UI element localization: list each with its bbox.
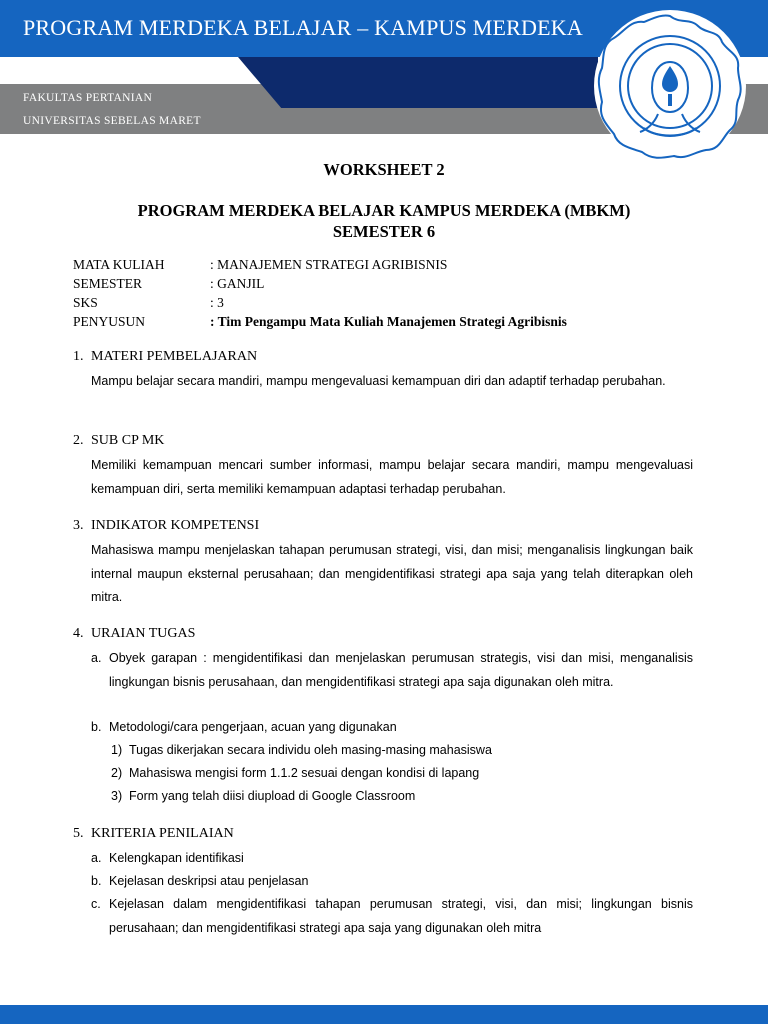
list-item-text: Kejelasan dalam mengidentifikasi tahapan perumusan strategi, visi, dan misi; lingkungan bisnis perusahaan; dan mengidentifikasi strategi apa saja yang digunakan oleh mitra <box>109 897 693 935</box>
meta-value: : GANJIL <box>210 276 265 291</box>
section-heading-subcpmk <box>73 433 164 449</box>
sub-list-item <box>111 789 415 803</box>
faculty-name: FAKULTAS PERTANIAN <box>23 92 153 104</box>
section-text-indikator: Mahasiswa mampu menjelaskan tahapan perumusan strategi, visi, dan misi; menganalisis lingkungan baik internal maupun eksternal perusahaan; dan mengidentifikasi strategi apa saja yang telah diterapkan oleh mitra. <box>91 543 693 604</box>
section-title: URAIAN TUGAS <box>91 626 196 641</box>
section-heading-indikator <box>73 518 259 534</box>
list-marker: 3) <box>111 789 123 803</box>
list-item-text: Kejelasan deskripsi atau penjelasan <box>109 874 309 888</box>
list-item-text: Tugas dikerjakan secara individu oleh masing-masing mahasiswa <box>129 743 492 757</box>
list-item-text: Kelengkapan identifikasi <box>109 851 244 865</box>
meta-label: SKS <box>73 295 98 310</box>
list-marker: a. <box>91 851 102 865</box>
section-title: SUB CP MK <box>91 433 165 448</box>
uns-seal-icon <box>594 10 746 162</box>
meta-value: : 3 <box>210 295 224 310</box>
list-item <box>91 847 693 871</box>
list-item-text: Form yang telah diisi diupload di Google Classroom <box>129 789 416 803</box>
section-title: MATERI PEMBELAJARAN <box>91 349 258 364</box>
semester-title: SEMESTER 6 <box>332 222 436 241</box>
meta-row-sks <box>73 295 224 311</box>
section-heading-uraian <box>73 626 195 642</box>
list-item-text: Metodologi/cara pengerjaan, acuan yang digunakan <box>109 720 397 734</box>
section-number: 1. <box>73 349 84 364</box>
list-marker: b. <box>91 720 102 734</box>
section-heading-materi <box>73 349 257 365</box>
list-marker: c. <box>91 897 101 911</box>
section-number: 5. <box>73 826 84 841</box>
list-item-text: Mahasiswa mengisi form 1.1.2 sesuai dengan kondisi di lapang <box>129 766 480 780</box>
meta-value: : MANAJEMEN STRATEGI AGRIBISNIS <box>210 257 448 272</box>
section-text-materi: Mampu belajar secara mandiri, mampu mengevaluasi kemampuan diri dan adaptif terhadap perubahan. <box>91 374 666 388</box>
list-marker: a. <box>91 651 102 665</box>
section-heading-kriteria <box>73 826 234 842</box>
header-title: PROGRAM MERDEKA BELAJAR – KAMPUS MERDEKA <box>23 15 583 40</box>
section-number: 3. <box>73 518 84 533</box>
list-item <box>91 716 693 740</box>
list-marker: b. <box>91 874 102 888</box>
meta-row-semester <box>73 276 264 292</box>
meta-label: PENYUSUN <box>73 314 146 329</box>
meta-value: : Tim Pengampu Mata Kuliah Manajemen Strategi Agribisnis <box>210 314 567 329</box>
section-number: 4. <box>73 626 84 641</box>
section-title: KRITERIA PENILAIAN <box>91 826 234 841</box>
meta-row-author <box>73 314 567 330</box>
sub-list-item <box>111 743 492 757</box>
program-title: PROGRAM MERDEKA BELAJAR KAMPUS MERDEKA (MBKM) <box>137 201 631 220</box>
university-seal <box>594 10 746 162</box>
sub-list-item <box>111 766 479 780</box>
meta-row-course <box>73 257 447 273</box>
list-marker: 1) <box>111 743 123 757</box>
section-text-subcpmk: Memiliki kemampuan mencari sumber informasi, mampu belajar secara mandiri, mampu mengevaluasi kemampuan diri, serta memiliki kemampuan adaptasi terhadap perubahan. <box>91 458 693 496</box>
worksheet-title: WORKSHEET 2 <box>323 160 445 179</box>
meta-label: SEMESTER <box>73 276 143 291</box>
meta-label: MATA KULIAH <box>73 257 165 272</box>
list-marker: 2) <box>111 766 123 780</box>
footer-bar <box>0 1005 768 1024</box>
list-item <box>91 893 693 940</box>
list-item <box>91 870 693 894</box>
header-navy-accent <box>238 57 598 108</box>
section-number: 2. <box>73 433 84 448</box>
list-item-text: Obyek garapan : mengidentifikasi dan menjelaskan perumusan strategis, visi dan misi, menganalisis lingkungan bisnis perusahaan, dan mengidentifikasi strategi apa saja digunakan oleh mitra. <box>109 651 693 689</box>
section-title: INDIKATOR KOMPETENSI <box>91 518 260 533</box>
university-name: UNIVERSITAS SEBELAS MARET <box>23 115 201 127</box>
list-item <box>91 647 693 694</box>
